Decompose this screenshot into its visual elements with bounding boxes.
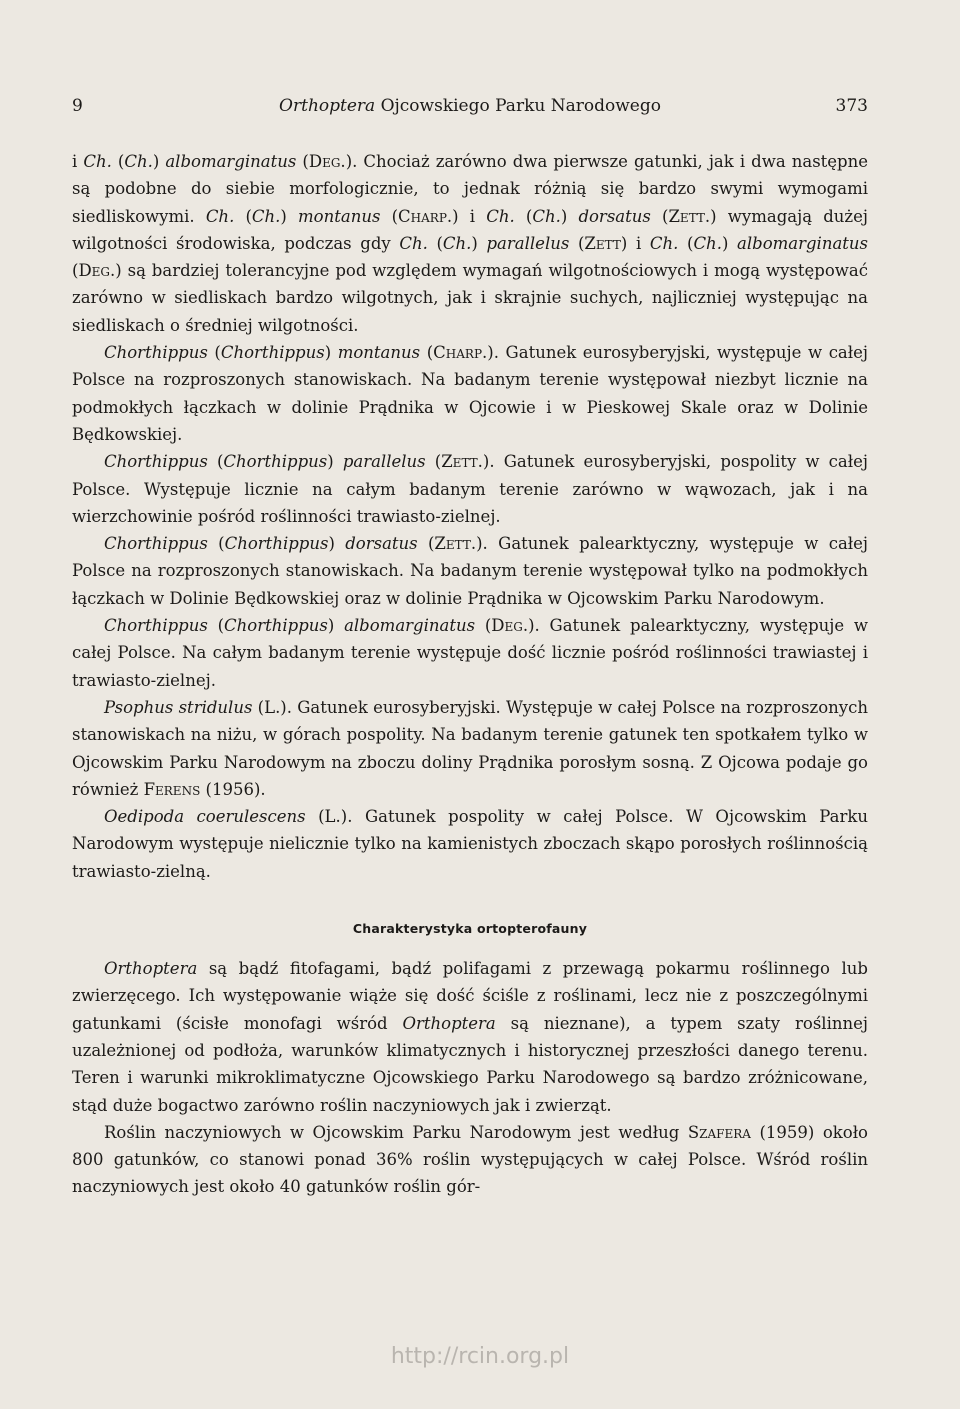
italic-run: Chorthippus [104, 452, 208, 472]
text-run: ( [234, 206, 252, 226]
text-run: ) są bardziej tolerancyjne pod względem wymagań wilgotnościowych i mogą występować zarówno w siedliskach bardzo wilgotnych, jak i skrajnie suchych, najliczniej występując na siedliskach o średniej wilgotności. [72, 261, 868, 335]
italic-run: Ch. [399, 233, 428, 253]
small-caps-run: Zett. [668, 206, 711, 226]
text-run: są bądź fitofagami, bądź polifagami z przewagą pokarmu roślinnego lub zwierzęcego. Ich występowanie wiąże się dość ściśle z roślinami, lecz nie z poszczególnymi gatunkami (ścisłe monofagi wśród [72, 959, 868, 1033]
text-run: ( [207, 616, 225, 636]
running-title [72, 96, 868, 116]
small-caps-run: Zett. [441, 452, 483, 472]
text-run: ) [280, 206, 299, 226]
italic-run: Orthoptera [104, 959, 198, 979]
italic-run: Chorthippus [104, 534, 208, 554]
small-caps-run: Zett [584, 233, 621, 253]
italic-run: montanus [337, 343, 421, 363]
body-text [72, 148, 868, 1201]
italic-run: Ch. [649, 233, 679, 253]
italic-run: Chorthippus [223, 452, 328, 472]
paragraph [72, 955, 868, 1119]
italic-run: Chorthippus [220, 343, 325, 363]
italic-run: albomarginatus [165, 152, 297, 171]
text-run: ). Chociaż zarówno dwa pierwsze gatunki, jak i dwa następne są podobne do siebie morfologicznie, to jednak różnią się bardzo swymi wymogami siedliskowymi. [72, 152, 869, 226]
text-run: i [72, 152, 84, 171]
text-run: ) i [452, 206, 487, 226]
italic-run: parallelus [342, 452, 426, 472]
text-run: ). Gatunek palearktyczny, występuje w całej Polsce. Na całym badanym terenie występuje dość licznie pośród roślinności trawiastej i trawiasto-zielnej. [72, 616, 869, 690]
italic-run: parallelus [486, 233, 570, 253]
paragraph [72, 339, 868, 448]
small-caps-run: Deg. [78, 261, 116, 281]
text-run: ( [569, 233, 585, 253]
text-run: ( [72, 261, 79, 281]
text-run: ). Gatunek palearktyczny, występuje w całej Polsce na rozproszonych stanowiskach. Na badanym terenie występował tylko na podmokłych łączkach w Dolinie Będkowskiej oraz w dolinie Prądnika w Ojcowskim Parku Narodowym. [72, 534, 869, 608]
italic-run: Psophus stridulus [104, 697, 253, 717]
paragraph [72, 530, 868, 612]
small-caps-run: Zett. [434, 534, 477, 554]
text-run: ) [152, 152, 166, 171]
species-paragraphs [72, 148, 868, 885]
italic-run: Orthoptera [402, 1013, 496, 1033]
text-run: ) [327, 616, 345, 636]
paragraph [72, 148, 868, 339]
text-run: są nieznane), a typem szaty roślinnej uzależnionej od podłoża, warunków klimatycznych i historycznej przeszłości danego terenu. Teren i warunki mikroklimatyczne Ojcowskiego Parku Narodowego są bardzo zróżnicowane, stąd duże bogactwo zarówno roślin naczyniowych jak i zwierząt. [72, 1013, 868, 1115]
text-run: ) wymagają dużej wilgotności środowiska, podczas gdy [72, 206, 868, 253]
small-caps-run: Charp. [433, 343, 488, 363]
text-run: ) [324, 343, 338, 363]
italic-run: Ch. [693, 233, 722, 253]
running-title-italic: Orthoptera [279, 96, 376, 116]
small-caps-run: Charp. [398, 206, 453, 226]
page-number-right: 373 [835, 96, 868, 116]
text-run: ). Gatunek eurosyberyjski, pospolity w całej Polsce. Występuje licznie na całym badanym terenie zarówno w wąwozach, jak i na wierzchowinie pośród roślinności trawiasto-zielnej. [72, 452, 868, 526]
text-run: ( [678, 233, 694, 253]
text-run: ) [721, 233, 738, 253]
italic-run: Ch. [205, 206, 235, 226]
paragraph [72, 803, 868, 885]
text-run: (1956). [200, 779, 266, 799]
text-run: ( [111, 152, 125, 171]
italic-run: Chorthippus [224, 616, 328, 636]
italic-run: Ch. [83, 152, 112, 171]
section-heading: Charakterystyka ortopterofauny [352, 921, 588, 937]
paragraph [72, 1119, 868, 1201]
text-run: ( [296, 152, 309, 171]
page-number-left: 9 [72, 96, 83, 116]
text-run: ( [650, 206, 669, 226]
text-run: ( [425, 452, 442, 472]
italic-run: Ch. [251, 206, 281, 226]
paragraph [72, 448, 868, 530]
italic-run: albomarginatus [344, 616, 476, 636]
italic-run: Ch. [532, 206, 561, 226]
small-caps-run: Deg. [491, 616, 529, 636]
text-run: (L.). Gatunek pospolity w całej Polsce. W Ojcowskim Parku Narodowym występuje nielicznie tylko na kamienistych zboczach skąpo porosłych roślinnością trawiasto-zielną. [72, 807, 868, 881]
italic-run: Chorthippus [224, 534, 329, 554]
text-run: ) [328, 534, 346, 554]
italic-run: dorsatus [345, 534, 418, 554]
text-run: Roślin naczyniowych w Ojcowskim Parku Narodowym jest według [104, 1122, 688, 1142]
text-run: ( [420, 343, 434, 363]
characteristics-paragraphs [72, 955, 868, 1201]
text-run: ). Gatunek eurosyberyjski, występuje w całej Polsce na rozproszonych stanowiskach. Na badanym terenie występował niezbyt licznie na podmokłych łączkach w dolinie Prądnika w Ojcowie i w Pieskowej Skale oraz w Dolinie Będkowskiej. [72, 343, 869, 444]
text-run: ( [207, 534, 225, 554]
text-run: ( [380, 206, 399, 226]
italic-run: Ch. [486, 206, 515, 226]
paragraph [72, 694, 868, 803]
text-run: ) [471, 233, 487, 253]
small-caps-run: Ferens [143, 779, 201, 799]
italic-run: Oedipoda coerulescens [104, 807, 306, 827]
text-run: (1959) około 800 gatunków, co stanowi ponad 36% roślin występujących w całej Polsce. Wśród roślin naczyniowych jest około 40 gatunków roślin gór- [72, 1122, 868, 1197]
text-run: ) [560, 206, 579, 226]
italic-run: Chorthippus [104, 616, 208, 636]
small-caps-run: Szafera [687, 1122, 751, 1142]
italic-run: Chorthippus [104, 343, 208, 363]
italic-run: albomarginatus [737, 233, 869, 253]
running-header [72, 96, 868, 122]
watermark-url: http://rcin.org.pl [390, 1344, 570, 1369]
running-title-rest: Ojcowskiego Parku Narodowego [375, 96, 661, 116]
text-run: (L.). Gatunek eurosyberyjski. Występuje w całej Polsce na rozproszonych stanowiskach na niżu, w górach pospolity. Na badanym terenie gatunek ten spotkałem tylko w Ojcowskim Parku Narodowym na zboczu doliny Prądnika porosłym sosną. Z Ojcowa podaje go również [72, 697, 868, 799]
text-run: ) [327, 452, 343, 472]
text-run: ( [207, 343, 221, 363]
text-run: ( [427, 233, 443, 253]
text-run: ( [207, 452, 224, 472]
italic-run: Ch. [124, 152, 153, 171]
text-run: ) i [620, 233, 650, 253]
text-run: ( [475, 616, 492, 636]
italic-run: Ch. [442, 233, 472, 253]
text-run: ( [514, 206, 533, 226]
italic-run: montanus [298, 206, 381, 226]
text-run: ( [417, 534, 435, 554]
small-caps-run: Deg. [308, 152, 346, 171]
italic-run: dorsatus [578, 206, 651, 226]
paragraph [72, 612, 868, 694]
